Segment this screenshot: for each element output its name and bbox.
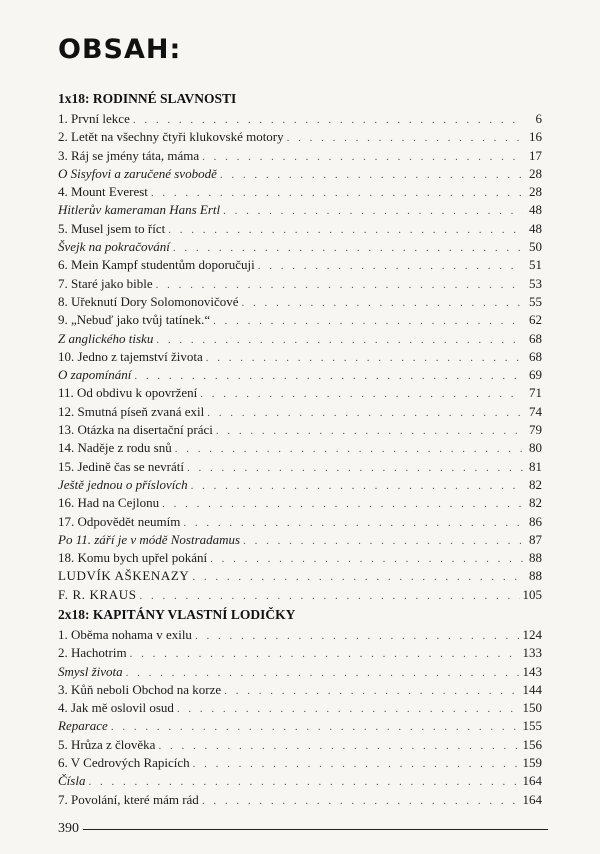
entry-title: 6. Mein Kampf studentům doporučuji — [58, 257, 255, 273]
toc-entry-list — [58, 110, 542, 604]
dot-leader — [195, 627, 520, 645]
toc-entry — [58, 663, 542, 681]
dot-leader — [216, 422, 523, 440]
entry-title: 5. Musel jsem to říct — [58, 220, 166, 236]
toc-entry — [58, 513, 542, 531]
entry-title: 8. Uřeknutí Dory Solomonovičové — [58, 293, 239, 309]
entry-page-number: 164 — [522, 791, 542, 807]
entry-page-number: 80 — [529, 440, 542, 456]
dot-leader — [183, 514, 523, 532]
toc-entry — [58, 494, 542, 512]
toc-entry-list — [58, 626, 542, 809]
entry-page-number: 159 — [522, 755, 542, 771]
toc-entry — [58, 754, 542, 772]
dot-leader — [177, 700, 520, 718]
entry-title: 11. Od obdivu k opovržení — [58, 385, 198, 401]
toc-entry — [58, 165, 542, 183]
entry-page-number: 155 — [522, 718, 542, 734]
entry-title: 4. Jak mě oslovil osud — [58, 700, 174, 716]
entry-page-number: 62 — [529, 312, 542, 328]
entry-page-number: 71 — [529, 385, 542, 401]
toc-entry — [58, 549, 542, 567]
entry-page-number: 87 — [529, 531, 542, 547]
dot-leader — [88, 773, 519, 791]
entry-title: Reparace — [58, 718, 108, 734]
dot-leader — [200, 385, 523, 403]
toc-entry — [58, 626, 542, 644]
entry-page-number: 81 — [529, 458, 542, 474]
dot-leader — [191, 477, 523, 495]
entry-title: 6. V Cedrových Rapicích — [58, 755, 190, 771]
toc-entry — [58, 201, 542, 219]
entry-page-number: 68 — [529, 348, 542, 364]
toc-entry — [58, 366, 542, 384]
dot-leader — [156, 331, 523, 349]
dot-leader — [133, 111, 523, 129]
entry-page-number: 74 — [529, 403, 542, 419]
entry-title: 1. Oběma nohama v exilu — [58, 627, 192, 642]
dot-leader — [156, 276, 523, 294]
entry-page-number: 88 — [529, 568, 542, 584]
dot-leader — [126, 664, 520, 682]
toc-entry — [58, 567, 542, 585]
entry-page-number: 6 — [535, 111, 542, 126]
entry-title: 3. Kůň neboli Obchod na korze — [58, 681, 222, 697]
entry-page-number: 156 — [522, 736, 542, 752]
toc-entry — [58, 183, 542, 201]
toc-entry — [58, 421, 542, 439]
entry-title: Smysl života — [58, 663, 123, 679]
entry-title: 10. Jedno z tajemství života — [58, 348, 203, 364]
dot-leader — [210, 550, 523, 568]
toc-entry — [58, 791, 542, 809]
dot-leader — [213, 312, 523, 330]
entry-page-number: 150 — [522, 700, 542, 716]
entry-title: 7. Povolání, které mám rád — [58, 791, 199, 807]
toc-entry — [58, 256, 542, 274]
toc-entry — [58, 220, 542, 238]
entry-page-number: 133 — [522, 645, 542, 661]
toc-section — [58, 90, 542, 604]
entry-title: 9. „Nebuď jako tvůj tatínek.“ — [58, 312, 211, 328]
page-title: OBSAH: — [58, 34, 182, 65]
dot-leader — [151, 184, 523, 202]
toc-entry — [58, 110, 542, 128]
toc-entry — [58, 476, 542, 494]
dot-leader — [173, 239, 523, 257]
entry-title: LUDVÍK AŠKENAZY — [58, 568, 190, 584]
dot-leader — [162, 495, 523, 513]
dot-leader — [243, 532, 523, 550]
entry-title: 13. Otázka na disertační práci — [58, 422, 213, 438]
entry-title: 14. Naděje z rodu snů — [58, 440, 172, 456]
toc-entry — [58, 717, 542, 735]
dot-leader — [134, 367, 523, 385]
entry-title: 17. Odpovědět neumím — [58, 513, 181, 529]
entry-title: 18. Komu bych upřel pokání — [58, 550, 208, 566]
entry-title: Hitlerův kameraman Hans Ertl — [58, 202, 221, 218]
page-footer — [58, 821, 548, 837]
entry-page-number: 55 — [529, 293, 542, 309]
dot-leader — [287, 129, 523, 147]
dot-leader — [242, 294, 523, 312]
entry-title: 2. Letět na všechny čtyři klukovské motory — [58, 129, 284, 145]
entry-title: 5. Hrůza z člověka — [58, 736, 156, 752]
toc-entry — [58, 403, 542, 421]
entry-page-number: 68 — [529, 330, 542, 346]
entry-title: O Sisyfovi a zaručené svobodě — [58, 165, 217, 181]
toc-section — [58, 606, 542, 809]
entry-page-number: 69 — [529, 367, 542, 383]
dot-leader — [258, 257, 523, 275]
toc-entry — [58, 311, 542, 329]
dot-leader — [111, 718, 520, 736]
dot-leader — [140, 587, 520, 605]
entry-title: Z anglického tisku — [58, 330, 154, 346]
entry-page-number: 144 — [522, 681, 542, 697]
dot-leader — [193, 755, 520, 773]
dot-leader — [207, 404, 523, 422]
dot-leader — [223, 202, 523, 220]
dot-leader — [158, 737, 519, 755]
toc-entry — [58, 275, 542, 293]
section-heading: 1x18: RODINNÉ SLAVNOSTI — [58, 91, 237, 106]
toc-entry — [58, 736, 542, 754]
toc-entry — [58, 147, 542, 165]
entry-title: 16. Had na Cejlonu — [58, 495, 160, 511]
dot-leader — [202, 148, 523, 166]
entry-title: Ještě jednou o příslovích — [58, 476, 188, 492]
entry-page-number: 79 — [529, 422, 542, 438]
entry-title: 2. Hachotrim — [58, 645, 127, 661]
entry-title: 4. Mount Everest — [58, 184, 148, 200]
entry-page-number: 48 — [529, 220, 542, 236]
entry-page-number: 143 — [522, 663, 542, 679]
entry-title: Čísla — [58, 773, 86, 789]
dot-leader — [130, 645, 520, 663]
toc-entry — [58, 348, 542, 366]
entry-page-number: 82 — [529, 476, 542, 492]
page-number: 390 — [58, 821, 79, 836]
entry-page-number: 53 — [529, 275, 542, 291]
entry-title: 3. Ráj se jmény táta, máma — [58, 147, 200, 163]
entry-title: O zapomínání — [58, 367, 132, 383]
dot-leader — [187, 459, 523, 477]
entry-page-number: 86 — [529, 513, 542, 529]
toc-entry — [58, 439, 542, 457]
toc-entry — [58, 330, 542, 348]
dot-leader — [168, 221, 523, 239]
entry-page-number: 51 — [529, 257, 542, 273]
entry-page-number: 124 — [522, 627, 542, 642]
toc-entry — [58, 681, 542, 699]
entry-title: F. R. KRAUS — [58, 586, 137, 602]
entry-page-number: 28 — [529, 184, 542, 200]
dot-leader — [224, 682, 519, 700]
entry-title: Po 11. září je v módě Nostradamus — [58, 531, 241, 547]
toc-entry — [58, 293, 542, 311]
dot-leader — [220, 166, 523, 184]
entry-page-number: 28 — [529, 165, 542, 181]
toc-entry — [58, 238, 542, 256]
toc-entry — [58, 586, 542, 604]
entry-page-number: 16 — [529, 129, 542, 145]
entry-title: 15. Jedině čas se nevrátí — [58, 458, 184, 474]
entry-page-number: 88 — [529, 550, 542, 566]
toc-entry — [58, 772, 542, 790]
entry-title: 12. Smutná píseň zvaná exil — [58, 403, 205, 419]
toc-entry — [58, 458, 542, 476]
toc-entry — [58, 644, 542, 662]
entry-page-number: 105 — [522, 586, 542, 602]
dot-leader — [192, 568, 523, 586]
toc-entry — [58, 384, 542, 402]
entry-page-number: 48 — [529, 202, 542, 218]
dot-leader — [206, 349, 523, 367]
entry-page-number: 17 — [529, 147, 542, 163]
entry-page-number: 50 — [529, 239, 542, 255]
footer-rule — [83, 829, 548, 830]
toc-entry — [58, 128, 542, 146]
dot-leader — [175, 440, 523, 458]
entry-page-number: 82 — [529, 495, 542, 511]
toc-entry — [58, 699, 542, 717]
section-heading: 2x18: KAPITÁNY VLASTNÍ LODIČKY — [58, 607, 296, 622]
dot-leader — [202, 792, 520, 810]
entry-page-number: 164 — [522, 773, 542, 789]
entry-title: 1. První lekce — [58, 111, 130, 126]
entry-title: 7. Staré jako bible — [58, 275, 153, 291]
toc-entry — [58, 531, 542, 549]
entry-title: Švejk na pokračování — [58, 239, 170, 255]
